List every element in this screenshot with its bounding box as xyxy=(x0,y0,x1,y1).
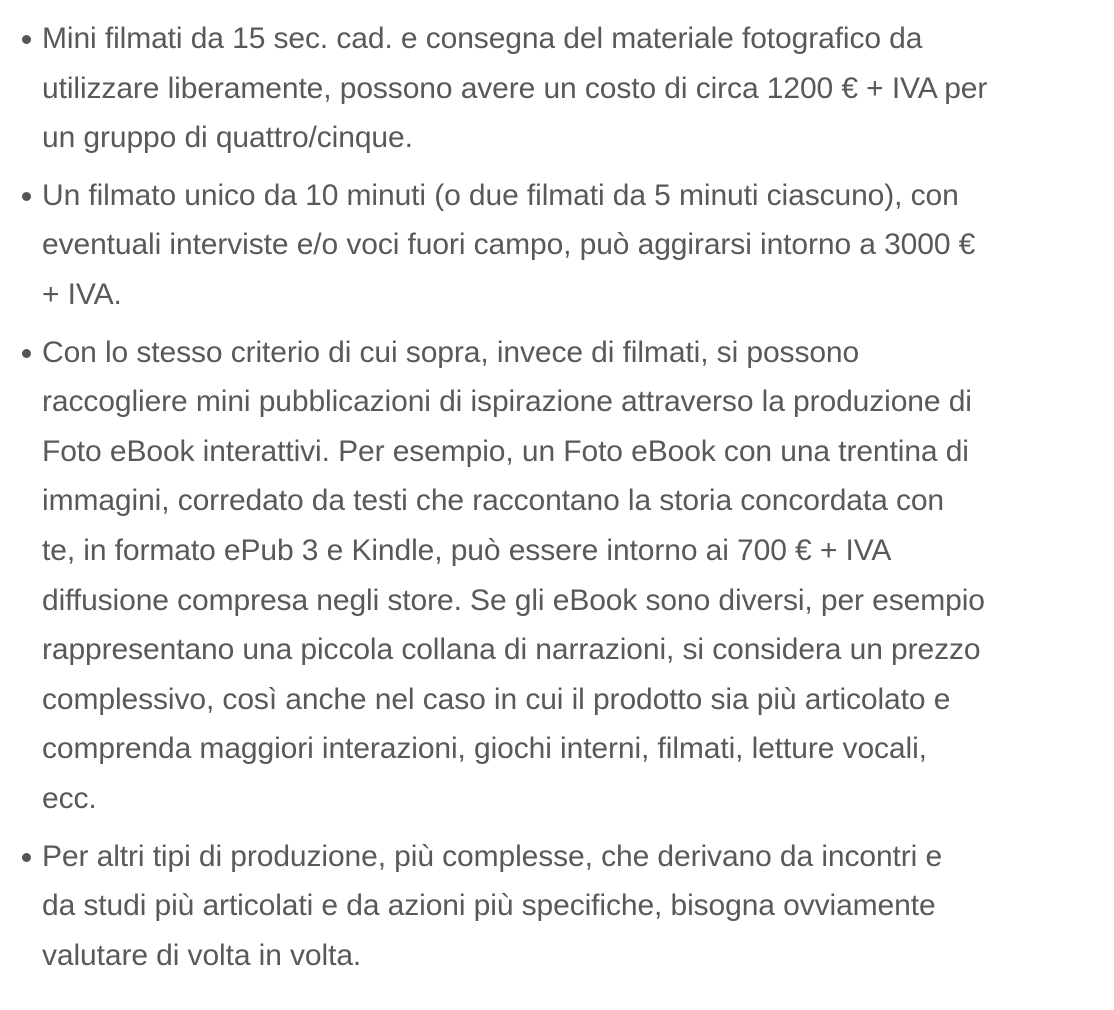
document-body xyxy=(18,14,1098,988)
list-item xyxy=(18,171,1098,320)
bullet-dot-icon xyxy=(22,349,31,358)
list-item-text: Per altri tipi di produzione, più complesse, che derivano da incontri e da studi più articolati e da azioni più specifiche, bisogna ovviamente valutare di volta in volta. xyxy=(42,839,943,972)
bullet-dot-icon xyxy=(22,853,31,862)
list-item xyxy=(18,328,1098,824)
list-item-text: Con lo stesso criterio di cui sopra, invece di filmati, si possono raccogliere mini pubblicazioni di ispirazione attraverso la produzione di Foto eBook interattivi. Per esempio, un Foto eBook con una trentina di immagini, corredato da testi che raccontano la storia concordata con te, in formato ePub 3 e Kindle, può essere intorno ai 700 € + IVA diffusione compresa negli store. Se gli eBook sono diversi, per esempio rappresentano una piccola collana di narrazioni, si considera un prezzo complessivo, così anche nel caso in cui il prodotto sia più articolato e comprenda maggiori interazioni, giochi interni, filmati, letture vocali, ecc. xyxy=(42,335,985,815)
bullet-list xyxy=(18,14,1098,980)
bullet-dot-icon xyxy=(22,35,31,44)
list-item-text: Mini filmati da 15 sec. cad. e consegna del materiale fotografico da utilizzare liberamente, possono avere un costo di circa 1200 € + IVA per un gruppo di quattro/cinque. xyxy=(42,22,988,155)
list-item xyxy=(18,14,1098,163)
list-item-text: Un filmato unico da 10 minuti (o due filmati da 5 minuti ciascuno), con eventuali interviste e/o voci fuori campo, può aggirarsi intorno a 3000 € + IVA. xyxy=(42,178,976,311)
list-item xyxy=(18,832,1098,981)
bullet-dot-icon xyxy=(22,192,31,201)
